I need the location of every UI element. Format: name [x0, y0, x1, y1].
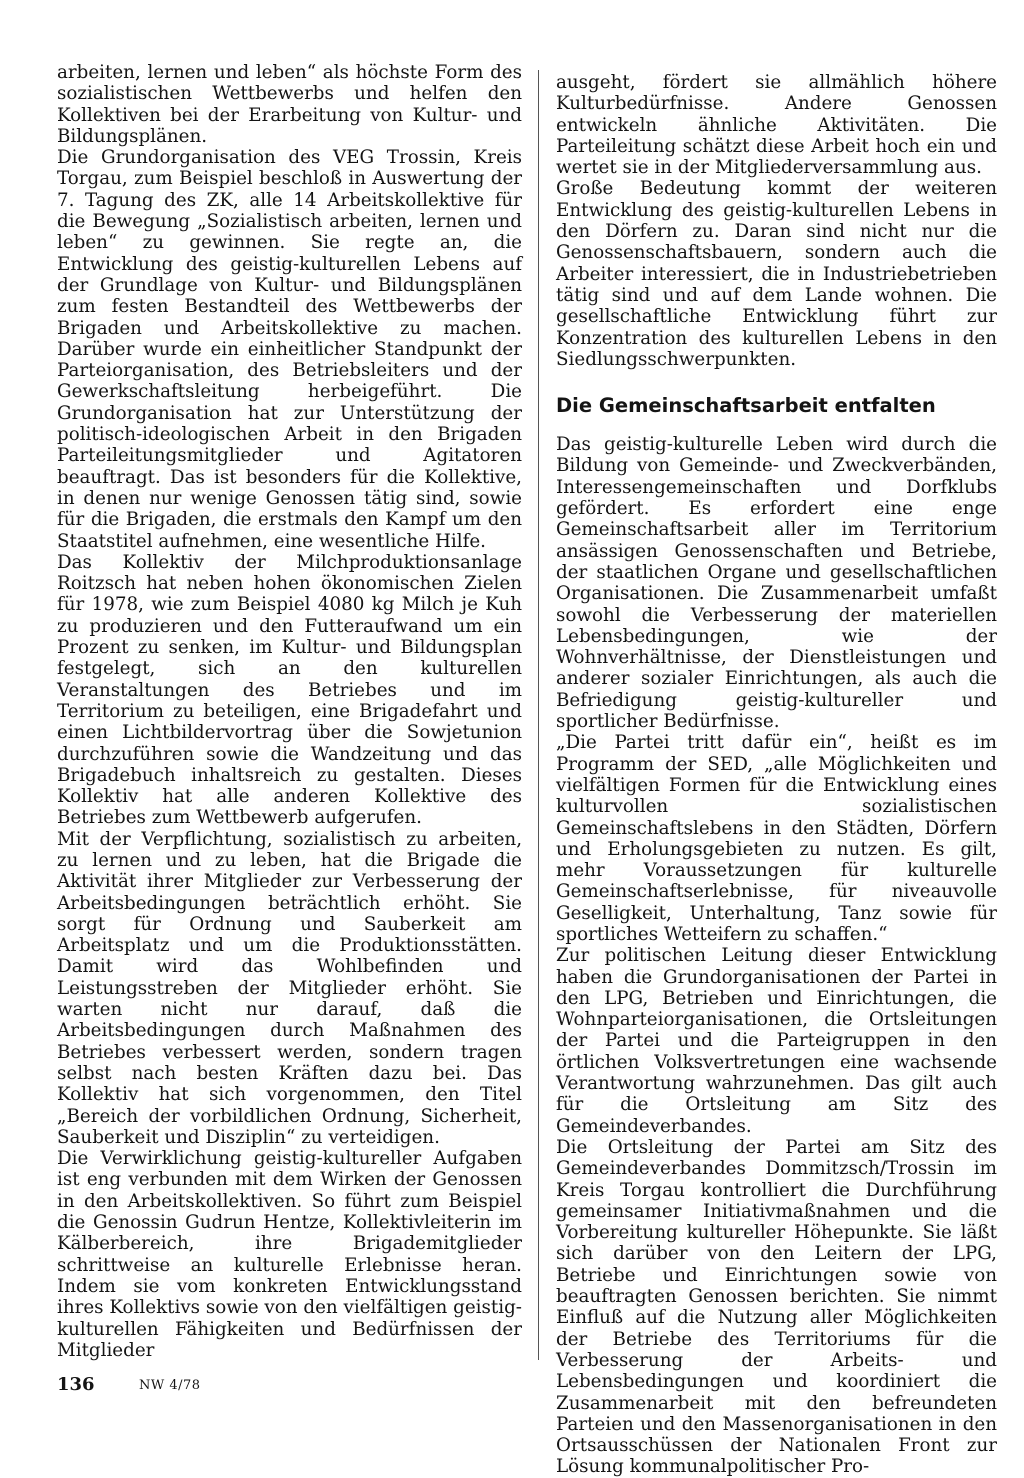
- paragraph: „Die Partei tritt dafür ein“, heißt es im Programm der SED, „alle Möglichkeiten und vielfältigen Formen für die Entwicklung eines kulturvollen sozialistischen Gemeinschaftslebens in den Städten, Dörfern und Erholungsgebieten zu nutzen. Es gilt, mehr Voraussetzungen für kulturelle Gemeinschaftserlebnisse, für niveauvolle Geselligkeit, Unterhaltung, Tanz sowie für sportliches Wetteifern zu schaffen.“: [556, 732, 997, 945]
- paragraph: Die Grundorganisation des VEG Trossin, Kreis Torgau, zum Beispiel beschloß in Auswertung der 7. Tagung des ZK, alle 14 Arbeitskollektive für die Bewegung „Sozialistisch arbeiten, lernen und leben“ zu gewinnen. Sie regte an, die Entwicklung des geistig-kulturellen Lebens auf der Grundlage von Kultur- und Bildungsplänen zum festen Bestandteil des Wettbewerbs der Brigaden und Arbeitskollektive zu machen. Darüber wurde ein einheitlicher Standpunkt der Parteiorganisation, des Betriebsleiters und der Gewerkschaftsleitung herbeigeführt. Die Grundorganisation hat zur Unterstützung der politisch-ideologischen Arbeit in den Brigaden Parteileitungsmitglieder und Agitatoren beauftragt. Das ist besonders für die Kollektive, in denen nur wenige Genossen tätig sind, sowie für die Brigaden, die erstmals den Kampf um den Staatstitel aufnehmen, eine wesentliche Hilfe.: [57, 147, 522, 552]
- paragraph: Die Verwirklichung geistig-kultureller Aufgaben ist eng verbunden mit dem Wirken der Genossen in den Arbeitskollektiven. So führt zum Beispiel die Genossin Gudrun Hentze, Kollektivleiterin im Kälberbereich, ihre Brigademitglieder schrittweise an kulturelle Erlebnisse heran. Indem sie vom konkreten Entwicklungsstand ihres Kollektivs sowie von den vielfältigen geistig-kulturellen Fähigkeiten und Bedürfnissen der Mitglieder: [57, 1148, 522, 1361]
- paragraph: Zur politischen Leitung dieser Entwicklung haben die Grundorganisationen der Partei in den LPG, Betrieben und Einrichtungen, die Wohnparteiorganisationen, die Ortsleitungen der Partei und die Parteigruppen in den örtlichen Volksvertretungen eine wachsende Verantwortung wahrzunehmen. Das gilt auch für die Ortsleitung am Sitz des Gemeindeverbandes.: [556, 945, 997, 1137]
- paragraph: Das geistig-kulturelle Leben wird durch die Bildung von Gemeinde- und Zweckverbänden, Interessengemeinschaften und Dorfklubs gefördert. Es erfordert eine enge Gemeinschaftsarbeit aller im Territorium ansässigen Genossenschaften und Betriebe, der staatlichen Organe und gesellschaftlichen Organisationen. Die Zusammenarbeit umfaßt sowohl die Verbesserung der materiellen Lebensbedingungen, wie der Wohnverhältnisse, der Dienstleistungen und anderer sozialer Einrichtungen, als auch die Befriedigung geistig-kultureller und sportlicher Bedürfnisse.: [556, 434, 997, 733]
- page-number: 136: [57, 1374, 95, 1395]
- section-heading: Die Gemeinschaftsarbeit entfalten: [556, 394, 936, 418]
- column-rule: [538, 70, 539, 1360]
- paragraph: Die Ortsleitung der Partei am Sitz des Gemeindeverbandes Dommitzsch/Trossin im Kreis Torgau kontrolliert die Durchführung gemeinsamer Initiativmaßnahmen und die Vorbereitung kultureller Höhepunkte. Sie läßt sich darüber von den Leitern der LPG, Betriebe und Einrichtungen sowie von beauftragten Genossen berichten. Sie nimmt Einfluß auf die Nutzung aller Möglichkeiten der Betriebe des Territoriums für die Verbesserung der Arbeits- und Lebensbedingungen und koordiniert die Zusammenarbeit mit den befreundeten Parteien und den Massenorganisationen in den Ortsausschüssen der Nationalen Front zur Lösung kommunalpolitischer Pro-: [556, 1136, 997, 1478]
- right-column: [556, 72, 997, 1478]
- paragraph: arbeiten, lernen und leben“ als höchste Form des sozialistischen Wettbewerbs und helfen den Kollektiven bei der Erarbeitung von Kultur- und Bildungsplänen.: [57, 62, 522, 147]
- paragraph: Mit der Verpflichtung, sozialistisch zu arbeiten, zu lernen und zu leben, hat die Brigade die Aktivität ihrer Mitglieder zur Verbesserung der Arbeitsbedingungen beträchtlich erhöht. Sie sorgt für Ordnung und Sauberkeit am Arbeitsplatz und um die Produktionsstätten. Damit wird das Wohlbefinden und Leistungsstreben der Mitglieder erhöht. Sie warten nicht nur darauf, daß die Arbeitsbedingungen durch Maßnahmen des Betriebes verbessert werden, sondern tragen selbst nach besten Kräften dazu bei. Das Kollektiv hat sich vorgenommen, den Titel „Bereich der vorbildlichen Ordnung, Sicherheit, Sauberkeit und Disziplin“ zu verteidigen.: [57, 828, 522, 1148]
- journal-issue: NW 4/78: [139, 1378, 201, 1393]
- paragraph: Große Bedeutung kommt der weiteren Entwicklung des geistig-kulturellen Lebens in den Dörfern zu. Daran sind nicht nur die Genossenschaftsbauern, sondern auch die Arbeiter interessiert, die in Industriebetrieben tätig sind und auf dem Lande wohnen. Die gesellschaftliche Entwicklung führt zur Konzentration des kulturellen Lebens in den Siedlungsschwerpunkten.: [556, 178, 997, 370]
- paragraph: ausgeht, fördert sie allmählich höhere Kulturbedürfnisse. Andere Genossen entwickeln ähnliche Aktivitäten. Die Parteileitung schätzt diese Arbeit hoch ein und wertet sie in der Mitgliederversammlung aus.: [556, 72, 997, 179]
- paragraph: Das Kollektiv der Milchproduktionsanlage Roitzsch hat neben hohen ökonomischen Zielen für 1978, wie zum Beispiel 4080 kg Milch je Kuh zu produzieren und den Futteraufwand um ein Prozent zu senken, im Kultur- und Bildungsplan festgelegt, sich an den kulturellen Veranstaltungen des Betriebes und im Territorium zu beteiligen, eine Brigadefahrt und einen Lichtbildervortrag über die Sowjetunion durchzuführen sowie die Wandzeitung und das Brigadebuch inhaltsreich zu gestalten. Dieses Kollektiv hat alle anderen Kollektive des Betriebes zum Wettbewerb aufgerufen.: [57, 551, 522, 829]
- left-column: [57, 62, 522, 1361]
